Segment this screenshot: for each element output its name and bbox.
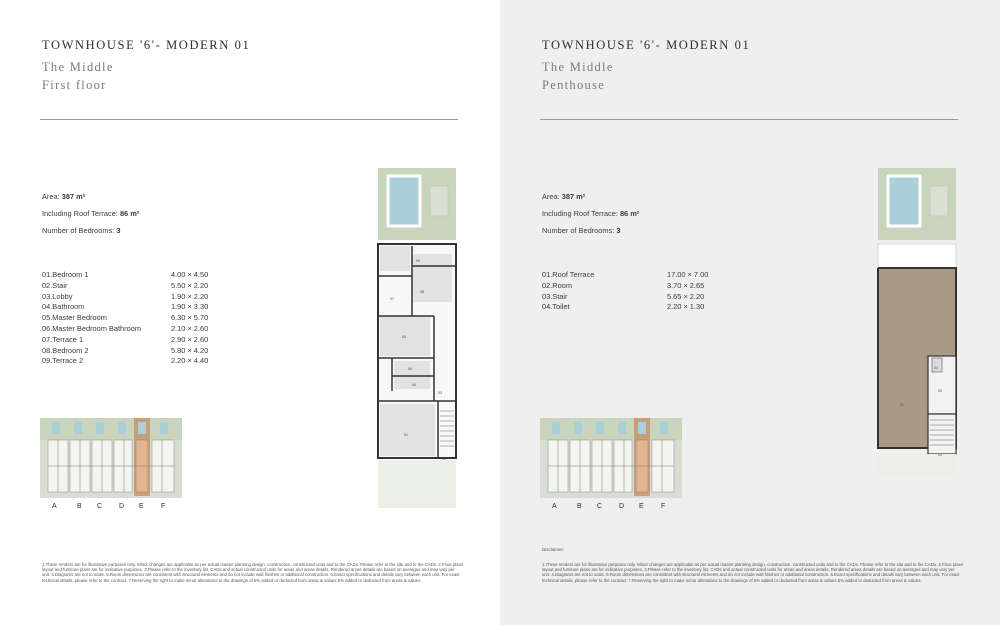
area-label: Area:: [42, 192, 60, 201]
room-row: 03.Lobby 1.90 × 2.20: [42, 291, 209, 301]
bedrooms-label: Number of Bedrooms:: [42, 226, 115, 235]
roof-label: Including Roof Terrace:: [42, 209, 118, 218]
floor-name: Penthouse: [542, 78, 606, 92]
plan-label: 04: [934, 366, 938, 370]
front-yard: [878, 454, 956, 474]
room-row: 02.Room 3.70 × 2.65: [542, 280, 705, 290]
bedrooms-value: 3: [616, 226, 621, 235]
plan-label: 02: [938, 389, 942, 393]
project-name: The Middle: [542, 60, 614, 74]
plan-label: 01: [404, 433, 408, 437]
bedrooms-value: 3: [116, 226, 121, 235]
roof-value: 86 m²: [119, 209, 140, 218]
project-name: The Middle: [42, 60, 114, 74]
floor-plan-first-floor: [372, 166, 462, 511]
disclaimer-text: 1.These renders are for illustrative purposes only. Minor changes are applicable as per actual master planning design, construction, constructed units and to the CADs. Please refer to the site and to the CADs. 2.Floor plans layout and furniture plans are for indicative purposes. 3.Please refer to the inventory list, CADs and actual constructed units for areas and areas details. Rendered areas details are based on averages and may vary per unit. 4.Diagrams are not to scale. 5.Room dimensions are consistent with structural elements and do not include wall finishes or additional construction. 6.Exact specifications and details vary between each unit. For exact technical details, please refer to the contract. 7.Reserving the right to make minor alterations to the drawings of 5% added or deducted from areas & values.5% added or deducted from areas & values.: [542, 562, 964, 583]
divider: [540, 119, 958, 120]
room-row: 04.Bathroom 1.90 × 3.30: [42, 302, 209, 312]
plan-label: 09: [416, 259, 420, 263]
bedrooms-label: Number of Bedrooms:: [542, 226, 615, 235]
unit-label-e: E: [639, 503, 644, 510]
room-row: 08.Bedroom 2 5.80 × 4.20: [42, 345, 209, 355]
bedrooms-info: [42, 226, 120, 235]
plan-label: 03: [938, 453, 942, 457]
unit-label-f: F: [161, 503, 166, 510]
pool: [888, 176, 920, 226]
unit-label-a: A: [552, 503, 557, 510]
room-row: 01.Bedroom 1 4.00 × 4.50: [42, 270, 209, 279]
room-row: 02.Stair 5.50 × 2.20: [42, 280, 209, 290]
unit-label-f: F: [661, 503, 666, 510]
unit-label-d: D: [619, 503, 625, 510]
disclaimer-text: 1.These renders are for illustrative purposes only. Minor changes are applicable as per actual master planning design, construction, constructed units and to the CADs. Please refer to the site and to the CADs. 2.Floor plans layout and furniture plans are for indicative purposes. 3.Please refer to the inventory list, CADs and actual constructed units for areas and areas details. Rendered areas details are based on averages and may vary per unit. 4.Diagrams are not to scale. 5.Room dimensions are consistent with structural elements and do not include wall finishes or additional construction. 6.Exact specifications and details vary between each unit. For exact technical details, please refer to the contract. 7.Reserving the right to make minor alterations to the drawings of 5% added or deducted from areas & values.5% added or deducted from areas & values.: [42, 562, 464, 583]
plan-label: 02: [442, 457, 446, 461]
plan-label: 05: [402, 335, 406, 339]
plan-label: 07: [390, 297, 394, 301]
plan-label: 06: [408, 367, 412, 371]
room-row: 09.Terrace 2 2.20 × 4.40: [42, 356, 209, 366]
front-yard: [378, 460, 456, 508]
room-schedule: [42, 270, 242, 367]
pool: [388, 176, 420, 226]
disclaimer-heading: Disclaimer:: [542, 547, 565, 552]
area-label: Area:: [542, 192, 560, 201]
room-schedule: [542, 270, 742, 313]
garden-furniture: [930, 186, 948, 216]
garden-furniture: [430, 186, 448, 216]
key-plan: [540, 418, 682, 513]
floor-name: First floor: [42, 78, 107, 92]
bedrooms-info: [542, 226, 620, 235]
floor-plan-penthouse: [872, 166, 962, 511]
roof-value: 86 m²: [619, 209, 640, 218]
room-row: 06.Master Bedroom Bathroom 2.10 × 2.60: [42, 323, 209, 333]
room-row: 07.Terrace 1 2.90 × 2.60: [42, 334, 209, 344]
divider: [40, 119, 458, 120]
key-plan: [40, 418, 182, 513]
unit-label-b: B: [577, 503, 582, 510]
unit-label-c: C: [97, 503, 103, 510]
page-title: TOWNHOUSE '6'- MODERN 01: [542, 38, 751, 52]
room-row: 01.Roof Terrace 17.00 × 7.00: [542, 270, 709, 279]
area-value: 387 m²: [561, 192, 586, 201]
roof-info: [42, 209, 139, 218]
room-row: 04.Toilet 2.20 × 1.30: [542, 302, 705, 312]
room-row: 03.Stair 5.65 × 2.20: [542, 291, 705, 301]
roof-info: [542, 209, 639, 218]
area-info: [42, 192, 85, 201]
room-row: 05.Master Bedroom 6.30 × 5.70: [42, 313, 209, 323]
unit-label-c: C: [597, 503, 603, 510]
plan-label: 04: [412, 383, 416, 387]
area-value: 387 m²: [61, 192, 86, 201]
unit-label-d: D: [119, 503, 125, 510]
right-page: [500, 0, 1000, 625]
unit-label-b: B: [77, 503, 82, 510]
area-info: [542, 192, 585, 201]
plan-label: 01: [900, 403, 904, 407]
unit-label-a: A: [52, 503, 57, 510]
roof-label: Including Roof Terrace:: [542, 209, 618, 218]
unit-label-e: E: [139, 503, 144, 510]
page-title: TOWNHOUSE '6'- MODERN 01: [42, 38, 251, 52]
plan-label: 08: [420, 290, 424, 294]
plan-label: 03: [438, 391, 442, 395]
